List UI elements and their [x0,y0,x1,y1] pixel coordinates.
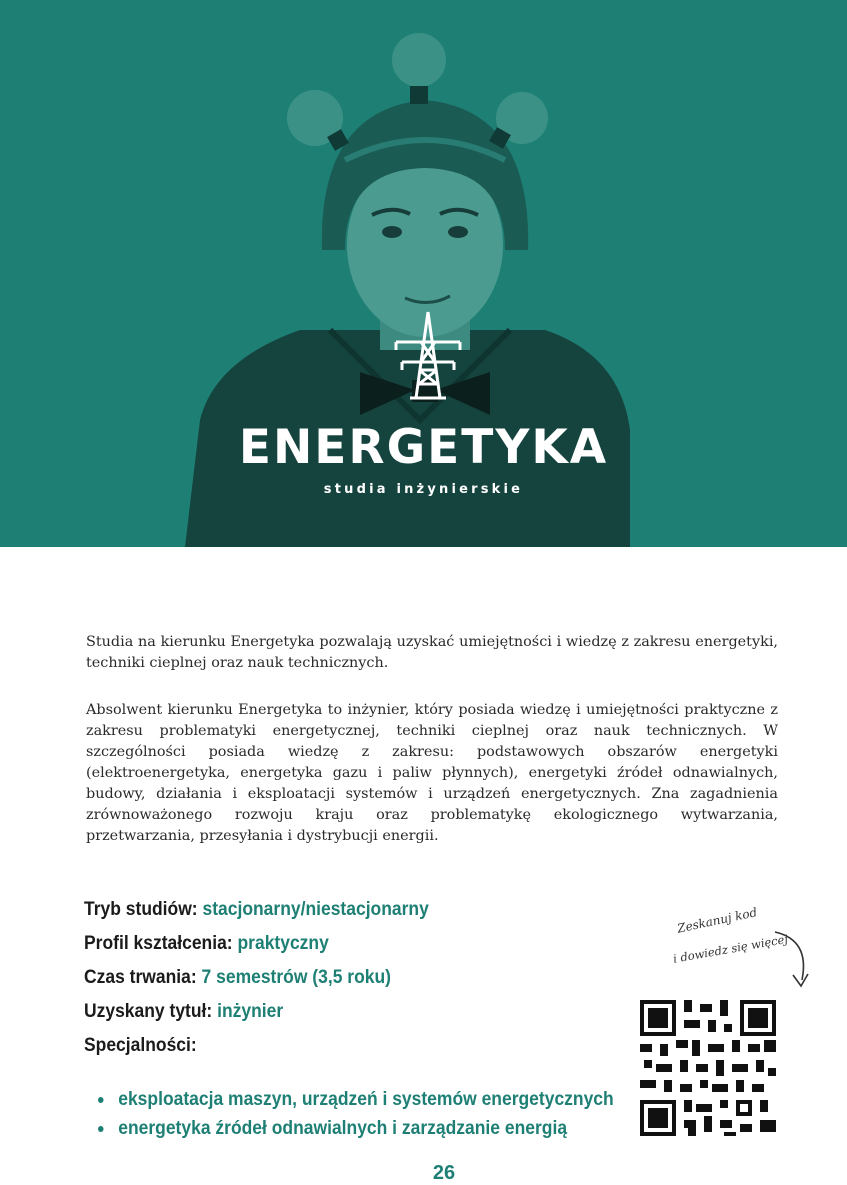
specializations-list [98,1087,614,1145]
hero-title: ENERGETYKA [238,420,609,475]
hero-subtitle: studia inżynierskie [323,482,524,497]
qr-code[interactable] [640,1000,776,1136]
info-title [84,999,429,1033]
info-duration [84,965,429,999]
bullet-icon [98,1097,104,1103]
study-info-list [84,897,429,1067]
info-profile [84,931,429,965]
info-label: Profil kształcenia: [84,933,233,954]
power-pylon-icon [388,310,468,400]
list-item [98,1116,614,1145]
info-mode [84,897,429,931]
info-value: 7 semestrów (3,5 roku) [201,967,391,988]
info-label: Uzyskany tytuł: [84,1001,213,1022]
info-label: Specjalności: [84,1035,197,1056]
hero-banner [0,0,847,547]
specialization-text: eksploatacja maszyn, urządzeń i systemów energetycznych [118,1089,614,1110]
list-item [98,1087,614,1116]
specialization-text: energetyka źródeł odnawialnych i zarządzanie energią [118,1118,568,1139]
info-label: Czas trwania: [84,967,197,988]
page-number: 26 [432,1162,456,1184]
info-specializations [84,1033,429,1067]
info-value: praktyczny [237,933,329,954]
info-value: inżynier [217,1001,284,1022]
qr-note-line2: i dowiedz się więcej [672,931,789,966]
info-label: Tryb studiów: [84,899,198,920]
intro-paragraph: Studia na kierunku Energetyka pozwalają uzyskać umiejętności i wiedzę z zakresu energetyki, techniki cieplnej oraz nauk technicznych. [86,634,778,671]
description-paragraph: Absolwent kierunku Energetyka to inżynier, który posiada wiedzę i umiejętności praktyczne z zakresu problematyki energetycznej, techniki cieplnej oraz nauk technicznych. W szczególności posiada wiedzę z zakresu: podstawowych obszarów energetyki (elektroenergetyka, energetyka gazu i paliw płynnych), energetyki źródeł odnawialnych, budowy, działania i eksploatacji systemów i urządzeń energetycznych. Zna zagadnienia zrównoważonego rozwoju kraju oraz problematykę ekologicznego wytwarzania, przetwarzania, przesyłania i dystrybucji energii. [86,702,778,844]
qr-note-line1: Zeskanuj kod [676,905,759,936]
bullet-icon [98,1126,104,1132]
info-value: stacjonarny/niestacjonarny [202,899,429,920]
curved-arrow-icon [660,920,820,1000]
